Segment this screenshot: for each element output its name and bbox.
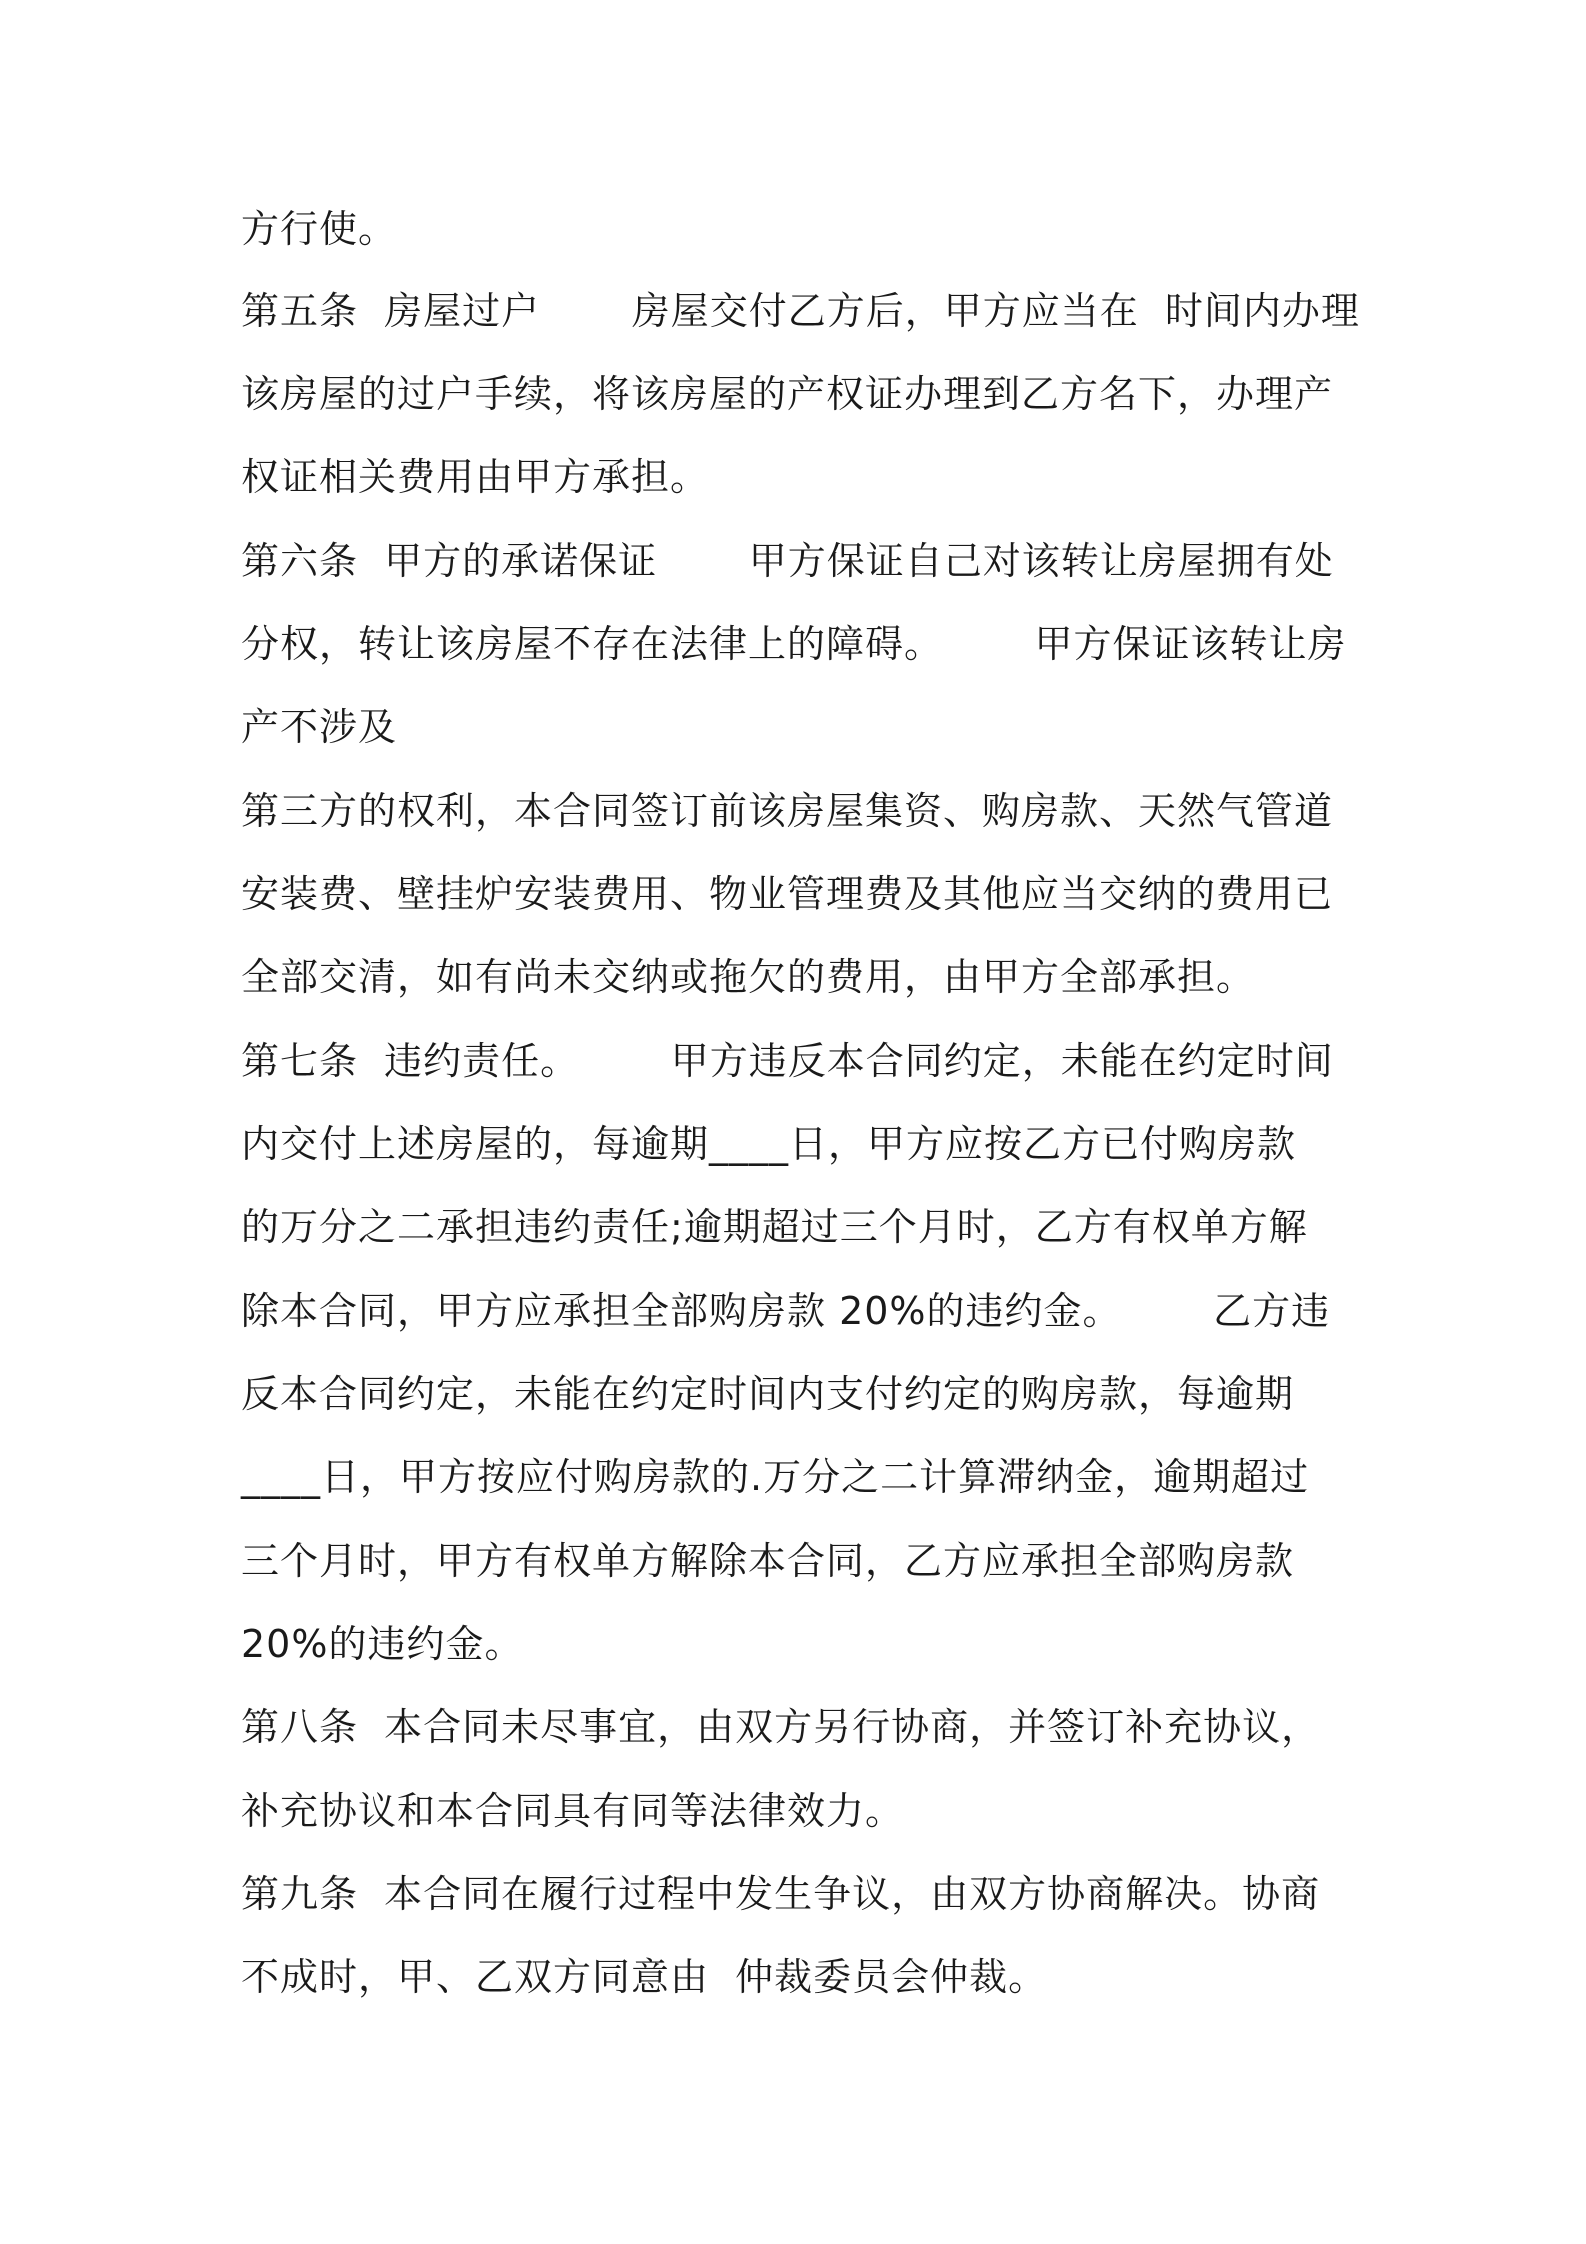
text-line: 内交付上述房屋的，每逾期____日，甲方应按乙方已付购房款 xyxy=(241,1122,1297,1166)
text-line: 三个月时，甲方有权单方解除本合同，乙方应承担全部购房款 xyxy=(241,1539,1295,1583)
text-line: 第九条 本合同在履行过程中发生争议，由双方协商解决。协商 xyxy=(241,1872,1321,1916)
text-line: 该房屋的过户手续，将该房屋的产权证办理到乙方名下，办理产 xyxy=(241,372,1334,416)
text-line: 安装费、壁挂炉安装费用、物业管理费及其他应当交纳的费用已 xyxy=(241,872,1334,916)
text-line: 反本合同约定，未能在约定时间内支付约定的购房款，每逾期 xyxy=(241,1372,1295,1416)
text-line: 20%的违约金。 xyxy=(241,1622,524,1666)
text-line: 方行使。 xyxy=(241,207,398,251)
text-line: 不成时，甲、乙双方同意由 仲裁委员会仲裁。 xyxy=(241,1955,1048,1999)
text-line: 权证相关费用由甲方承担。 xyxy=(241,455,710,499)
text-line: 第五条 房屋过户 房屋交付乙方后，甲方应当在 时间内办理 xyxy=(241,289,1360,333)
text-line: 第七条 违约责任。 甲方违反本合同约定，未能在约定时间 xyxy=(241,1039,1334,1083)
text-line: 补充协议和本合同具有同等法律效力。 xyxy=(241,1789,905,1833)
text-line: 的万分之二承担违约责任;逾期超过三个月时，乙方有权单方解 xyxy=(241,1205,1308,1249)
text-line: 除本合同，甲方应承担全部购房款 20%的违约金。 乙方违 xyxy=(241,1289,1331,1333)
text-line: ____日，甲方按应付购房款的.万分之二计算滞纳金，逾期超过 xyxy=(241,1455,1310,1499)
text-line: 全部交清，如有尚未交纳或拖欠的费用，由甲方全部承担。 xyxy=(241,955,1256,999)
text-line: 分权，转让该房屋不存在法律上的障碍。 甲方保证该转让房 xyxy=(241,622,1347,666)
text-line: 第八条 本合同未尽事宜，由双方另行协商，并签订补充协议， xyxy=(241,1705,1321,1749)
text-line: 产不涉及 xyxy=(241,705,398,749)
text-line: 第三方的权利，本合同签订前该房屋集资、购房款、天然气管道 xyxy=(241,789,1334,833)
text-line: 第六条 甲方的承诺保证 甲方保证自己对该转让房屋拥有处 xyxy=(241,539,1334,583)
